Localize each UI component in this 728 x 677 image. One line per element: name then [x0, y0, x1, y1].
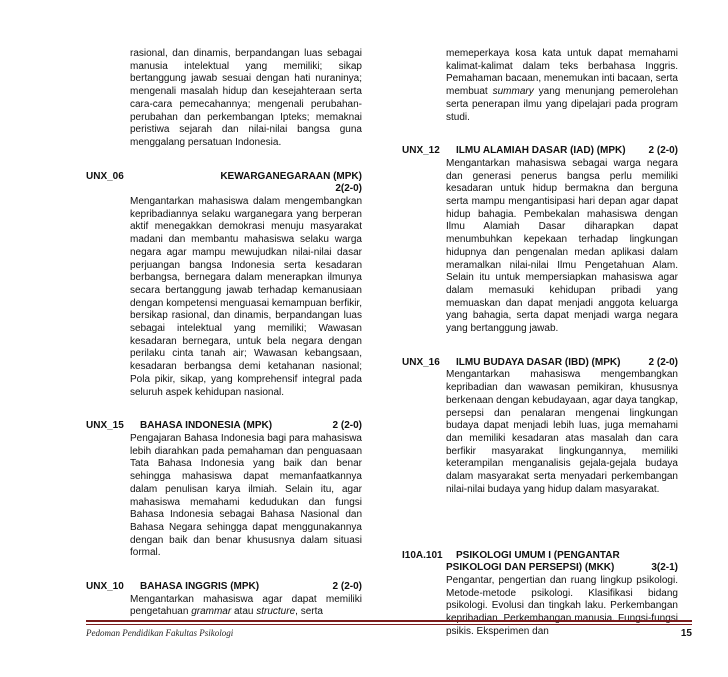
course-heading: [402, 357, 678, 370]
course-unx12: [402, 145, 678, 336]
course-code: UNX_10: [86, 581, 124, 593]
course-code: I10A.101: [402, 549, 443, 561]
course-code: UNX_12: [402, 145, 440, 157]
course-credit: 2 (2-0): [648, 145, 678, 157]
course-i10a101: [402, 550, 678, 639]
course-heading: [402, 550, 678, 563]
right-column: [402, 48, 678, 638]
course-title: ILMU ALAMIAH DASAR (IAD) (MPK): [456, 145, 626, 157]
course-credit: 2 (2-0): [332, 581, 362, 593]
course-title: KEWARGANEGARAAN (MPK): [220, 170, 362, 182]
course-code: UNX_15: [86, 420, 124, 432]
course-credit: 2 (2-0): [332, 420, 362, 432]
course-code: UNX_16: [402, 356, 440, 368]
course-description: Mengantarkan mahasiswa sebagai warga negara dan generasi penerus bangsa perlu memiliki kesadaran untuk hidup bermakna dan berguna serta mampu mengantisipasi hari depan agar dapat hidup bahagia. Pembekalan mahasiswa dengan Ilmu Alamiah Dasar diharapkan dapat menumbuhkan kepekaan terhadap lingkungan hidupnya dan pengenalan medan aplikasi dalam meramalkan nilai-nilai Ilmu Pengetahuan Alam. Selain itu untuk mempersiapkan mahasiswa agar dalam memasuki kehidupan pribadi yang memuaskan dan dapat menjadi anggota keluarga yang bahagia, serta dapat menjadi warga negara yang bertanggung jawab.: [446, 157, 678, 335]
left-column: [86, 48, 362, 619]
course-description: Pengajaran Bahasa Indonesia bagi para mahasiswa lebih diarahkan pada pemahaman dan penguasaan Tata Bahasa Indonesia yang baik dan benar sehingga mahasiswa dapat memanfaatkannya dalam penulisan karya ilmiah. Selain itu, agar mahasiswa memahami kedudukan dan fungsi Bahasa Indonesia sebagai Bahasa Nasional dan Bahasa Negara sehingga dapat menggunakannya dengan baik dan benar khususnya dalam situasi formal.: [130, 432, 362, 559]
course-unx16: [402, 357, 678, 497]
intro-paragraph: rasional, dan dinamis, berpandangan luas sebagai manusia intelektual yang memiliki; sikap bertanggung jawab sesuai dengan hati nuraninya; mengenali masalah hidup dan kesejahteraan serta cara-cara pemecahannya; mengenali perubahan-perubahan dan perkembangan Ipteks; memaknai peristiwa sejarah dan nilai-nilai bangsa guna menggalang persatuan Indonesia.: [130, 48, 362, 148]
course-heading: [86, 420, 362, 433]
course-title: PSIKOLOGI UMUM I (PENGANTAR: [456, 549, 620, 561]
course-description: Pengantar, pengertian dan ruang lingkup psikologi. Metode-metode psikologi. Klasifikasi bidang psikologi. Evolusi dan tingkah laku. Perkembangan kepribadian. Perkembangan manusia. Fungsi-fungsi psikis. Eksperimen dan: [446, 574, 678, 637]
intro-paragraph: memeperkaya kosa kata untuk dapat memahami kalimat-kalimat dalam teks berbahasa Inggris. Pemahaman bacaan, menemukan inti bacaan, serta membuat summary yang menunjang pemerolehan serta penerapan ilmu yang dipelajari pada program studi.: [446, 48, 679, 123]
course-unx10: [86, 581, 362, 619]
course-heading: [86, 581, 362, 594]
course-description: Mengantarkan mahasiswa agar dapat memiliki pengetahuan grammar atau structure, serta: [130, 593, 362, 618]
course-heading: [402, 145, 678, 158]
course-credit: 2(2-0): [335, 183, 362, 195]
course-code: UNX_06: [86, 170, 124, 182]
footer-rule: [86, 620, 692, 622]
course-title-continued: PSIKOLOGI DAN PERSEPSI) (MKK): [446, 562, 615, 574]
course-credit: 2 (2-0): [648, 356, 678, 368]
course-heading: [86, 171, 362, 184]
course-description: Mengantarkan mahasiswa dalam mengembangkan kepribadiannya selaku warganegara yang berperan aktif menegakkan demokrasi menuju masyarakat madani dan membantu mahasiswa selaku warga negara agar mampu mewujudkan nilai-nilai dasar perjuangan bangsa Indonesia serta kesadaran berbangsa, bernegara dalam menerapkan ilmunya secara bertanggung jawab terhadap kemanusiaan dengan kompetensi menguasai kemampuan berfikir, bersikap rasional, dan dinamis, berpandangan luas sebagai intelektual yang memiliki; Wawasan kesadaran bernegara, untuk bela negara dengan perilaku cinta tanah air; Wawasan kebangsaan, kesadaran berbangsa demi ketahanan nasional; Pola pikir, sikap, yang komprehensif integral pada seluruh aspek kehidupan nasional.: [130, 196, 362, 398]
course-credit: 3(2-1): [651, 562, 678, 574]
course-title: ILMU BUDAYA DASAR (IBD) (MPK): [456, 356, 621, 368]
course-unx06: [86, 171, 362, 400]
course-title: BAHASA INGGRIS (MPK): [140, 581, 260, 593]
footer-rule-thin: [86, 624, 692, 625]
course-description: Mengantarkan mahasiswa mengembangkan kepribadian dan wawasan pemikiran, khususnya berkenaan dengan kebudayaan, agar daya tangkap, persepsi dan penalaran mengenai lingkungan budaya dapat menjadi lebih luas, juga memahami dan memiliki kesadaran atas masalah dan cara berfikir masyarakat lingkungannya, memiliki keterampilan menganalisis gejala-gejala budaya dalam masyarakat serta menyadari perkembangan nilai-nilai budaya yang hidup dalam masyarakat.: [446, 369, 678, 495]
page-number: 15: [680, 628, 692, 639]
course-title: BAHASA INDONESIA (MPK): [140, 420, 273, 432]
course-unx15: [86, 420, 362, 560]
footer-title: Pedoman Pendidikan Fakultas Psikologi: [86, 628, 234, 638]
